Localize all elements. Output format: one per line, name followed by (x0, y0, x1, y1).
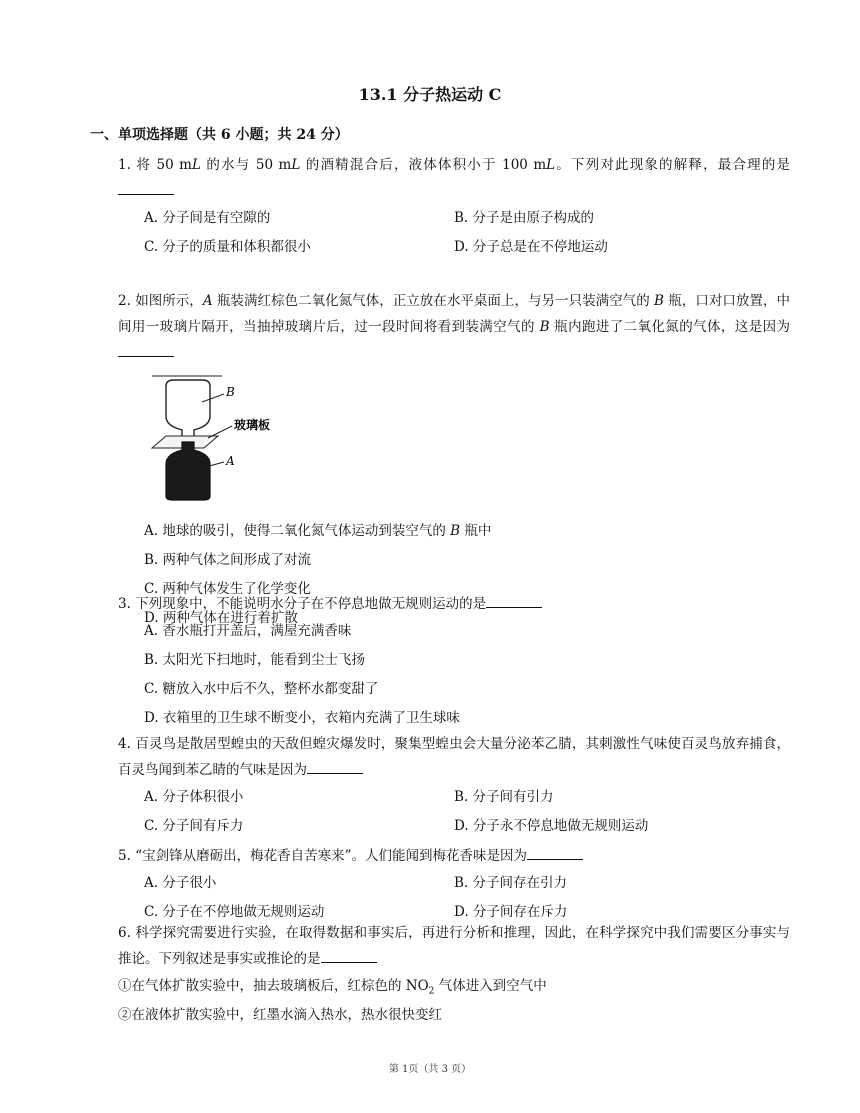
question-4-options (118, 783, 790, 841)
question-3 (118, 591, 790, 733)
option-d: D. 两种气体在进行着扩散 (144, 610, 298, 626)
question-1 (118, 152, 790, 262)
statement-2: ②在液体扩散实验中，红墨水滴入热水，热水很快变红 (118, 1007, 442, 1023)
question-4 (118, 731, 790, 841)
page-footer: 第 1页（共 3 页） (388, 1064, 472, 1075)
option-c: C. 糖放入水中后不久，整杯水都变甜了 (144, 681, 379, 697)
question-5-stem: 5. “宝剑锋从磨砺出，梅花香自苦寒来”。人们能闻到梅花香味是因为 (118, 843, 790, 869)
question-1-options (118, 204, 790, 262)
bottle-b (166, 380, 210, 438)
option-a: A. 分子很小 (144, 875, 217, 891)
answer-blank (118, 342, 174, 357)
option-d: D. 分子总是在不停地运动 (454, 239, 608, 255)
question-2-stem: 2. 如图所示，A 瓶装满红棕色二氧化氮气体，正立放在水平桌面上，与另一只装满空气的 B 瓶，口对口放置，中间用一玻璃片隔开，当抽掉玻璃片后，过一段时间将看到装满空气的 B 瓶内跑进了二氧化氮的气体，这是因为 (118, 288, 790, 366)
option-c: C. 分子间有斥力 (144, 818, 244, 834)
label-a: A (226, 454, 235, 468)
question-4-stem: 4. 百灵鸟是散居型蝗虫的天敌但蝗灾爆发时，聚集型蝗虫会大量分泌苯乙腈，其刺激性气味使百灵鸟放弃捕食，百灵鸟闻到苯乙睛的气味是因为 (118, 736, 790, 778)
question-3-stem: 3. 下列现象中，不能说明水分子在不停息地做无规则运动的是 (118, 591, 790, 617)
question-1-stem: 1. 将 50 mL 的水与 50 mL 的酒精混合后，液体体积小于 100 mL。下列对此现象的解释，最合理的是 (118, 152, 790, 204)
option-a: A. 分子间是有空隙的 (144, 210, 271, 226)
page-title: 13.1 分子热运动 C (358, 85, 502, 104)
bottle-a (166, 442, 210, 500)
option-c: C. 分子的质量和体积都很小 (144, 239, 311, 255)
statement-1: ①在气体扩散实验中，抽去玻璃板后，红棕色的 $NO_2$ 气体进入到空气中 (118, 978, 547, 997)
option-c: C. 分子在不停地做无规则运动 (144, 904, 325, 920)
option-a: A. 分子体积很小 (144, 789, 244, 805)
option-b: B. 分子间有引力 (454, 789, 554, 805)
option-b: B. 两种气体之间形成了对流 (144, 552, 312, 568)
label-b: B (226, 385, 235, 399)
question-3-options (118, 617, 790, 733)
label-glass-pointer (208, 426, 232, 438)
option-a: A. 地球的吸引，使得二氧化氮气体运动到装空气的 B 瓶中 (144, 523, 492, 539)
question-6 (118, 920, 790, 1030)
answer-blank (321, 948, 377, 963)
diffusion-bottles-figure (144, 372, 294, 502)
option-b: B. 分子是由原子构成的 (454, 210, 595, 226)
answer-blank (118, 180, 174, 195)
question-2 (118, 288, 790, 633)
answer-blank (527, 845, 583, 860)
label-glass: 玻璃板 (234, 418, 271, 432)
option-d: D. 衣箱里的卫生球不断变小，衣箱内充满了卫生球味 (144, 710, 460, 726)
answer-blank (307, 759, 363, 774)
option-a: A. 香水瓶打开盖后，满屋充满香味 (144, 623, 352, 639)
option-d: D. 分子间存在斥力 (454, 904, 568, 920)
question-5 (118, 843, 790, 927)
question-6-stem: 6. 科学探究需要进行实验，在取得数据和事实后，再进行分析和推理，因此，在科学探究中我们需要区分事实与推论。下列叙述是事实或推论的是 (118, 925, 790, 967)
option-c: C. 两种气体发生了化学变化 (144, 581, 311, 597)
answer-blank (486, 593, 542, 608)
section-heading: 一、单项选择题（共 6 小题；共 24 分） (90, 127, 349, 143)
question-5-options (118, 869, 790, 927)
option-b: B. 分子间存在引力 (454, 875, 568, 891)
option-d: D. 分子永不停息地做无规则运动 (454, 818, 649, 834)
option-b: B. 太阳光下扫地时，能看到尘士飞扬 (144, 652, 366, 668)
